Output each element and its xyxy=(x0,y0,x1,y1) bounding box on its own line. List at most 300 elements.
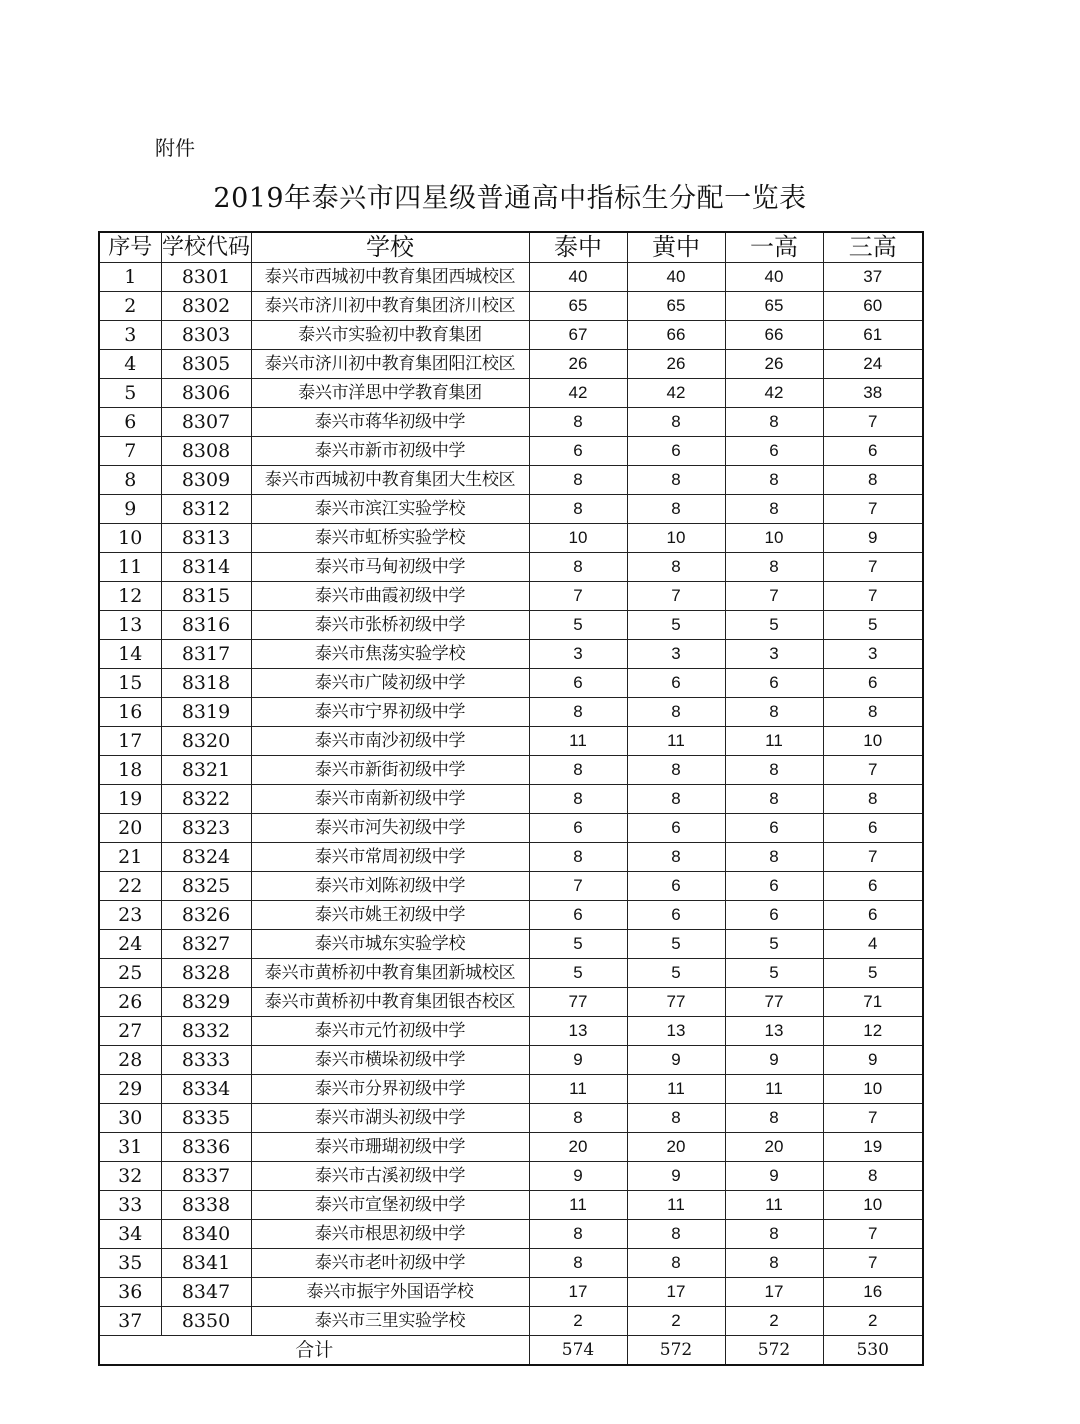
quota-huangzhong: 8 xyxy=(627,495,725,524)
quota-taizhong: 6 xyxy=(529,901,627,930)
quota-taizhong: 6 xyxy=(529,814,627,843)
quota-huangzhong: 10 xyxy=(627,524,725,553)
quota-sangao: 8 xyxy=(823,466,923,495)
quota-taizhong: 3 xyxy=(529,640,627,669)
school-code: 8320 xyxy=(161,727,251,756)
quota-huangzhong: 66 xyxy=(627,321,725,350)
quota-sangao: 6 xyxy=(823,437,923,466)
quota-huangzhong: 8 xyxy=(627,466,725,495)
quota-yigao: 6 xyxy=(725,437,823,466)
quota-yigao: 8 xyxy=(725,756,823,785)
quota-taizhong: 26 xyxy=(529,350,627,379)
table-row xyxy=(99,756,923,785)
table-row xyxy=(99,379,923,408)
table-row xyxy=(99,1075,923,1104)
table-row xyxy=(99,930,923,959)
quota-yigao: 8 xyxy=(725,553,823,582)
quota-taizhong: 11 xyxy=(529,1075,627,1104)
table-row xyxy=(99,524,923,553)
quota-huangzhong: 8 xyxy=(627,1249,725,1278)
row-index: 21 xyxy=(99,843,161,872)
quota-taizhong: 20 xyxy=(529,1133,627,1162)
row-index: 16 xyxy=(99,698,161,727)
quota-taizhong: 65 xyxy=(529,292,627,321)
quota-taizhong: 9 xyxy=(529,1162,627,1191)
quota-sangao: 7 xyxy=(823,495,923,524)
quota-taizhong: 8 xyxy=(529,495,627,524)
school-code: 8313 xyxy=(161,524,251,553)
school-name: 泰兴市分界初级中学 xyxy=(251,1075,529,1104)
quota-sangao: 3 xyxy=(823,640,923,669)
school-code: 8328 xyxy=(161,959,251,988)
school-code: 8315 xyxy=(161,582,251,611)
school-name: 泰兴市根思初级中学 xyxy=(251,1220,529,1249)
table-row xyxy=(99,437,923,466)
quota-huangzhong: 8 xyxy=(627,756,725,785)
quota-huangzhong: 20 xyxy=(627,1133,725,1162)
quota-yigao: 10 xyxy=(725,524,823,553)
table-row xyxy=(99,495,923,524)
table-row xyxy=(99,901,923,930)
school-name: 泰兴市宁界初级中学 xyxy=(251,698,529,727)
quota-sangao: 5 xyxy=(823,611,923,640)
quota-yigao: 6 xyxy=(725,814,823,843)
row-index: 9 xyxy=(99,495,161,524)
quota-yigao: 66 xyxy=(725,321,823,350)
row-index: 33 xyxy=(99,1191,161,1220)
quota-yigao: 65 xyxy=(725,292,823,321)
quota-huangzhong: 11 xyxy=(627,1075,725,1104)
table-row xyxy=(99,640,923,669)
row-index: 27 xyxy=(99,1017,161,1046)
quota-sangao: 7 xyxy=(823,1249,923,1278)
row-index: 26 xyxy=(99,988,161,1017)
table-row xyxy=(99,698,923,727)
quota-huangzhong: 8 xyxy=(627,843,725,872)
quota-huangzhong: 77 xyxy=(627,988,725,1017)
quota-taizhong: 67 xyxy=(529,321,627,350)
total-taizhong: 574 xyxy=(529,1336,627,1366)
quota-yigao: 7 xyxy=(725,582,823,611)
quota-taizhong: 8 xyxy=(529,1220,627,1249)
school-code: 8317 xyxy=(161,640,251,669)
quota-huangzhong: 8 xyxy=(627,408,725,437)
row-index: 25 xyxy=(99,959,161,988)
quota-taizhong: 5 xyxy=(529,611,627,640)
quota-taizhong: 7 xyxy=(529,872,627,901)
quota-sangao: 7 xyxy=(823,408,923,437)
quota-taizhong: 8 xyxy=(529,698,627,727)
row-index: 36 xyxy=(99,1278,161,1307)
school-code: 8332 xyxy=(161,1017,251,1046)
table-row xyxy=(99,872,923,901)
quota-taizhong: 5 xyxy=(529,930,627,959)
quota-huangzhong: 42 xyxy=(627,379,725,408)
table-row xyxy=(99,1307,923,1336)
row-index: 13 xyxy=(99,611,161,640)
school-name: 泰兴市老叶初级中学 xyxy=(251,1249,529,1278)
quota-taizhong: 8 xyxy=(529,466,627,495)
school-name: 泰兴市刘陈初级中学 xyxy=(251,872,529,901)
row-index: 20 xyxy=(99,814,161,843)
school-code: 8306 xyxy=(161,379,251,408)
table-row xyxy=(99,1191,923,1220)
quota-sangao: 24 xyxy=(823,350,923,379)
quota-taizhong: 10 xyxy=(529,524,627,553)
school-name: 泰兴市蒋华初级中学 xyxy=(251,408,529,437)
school-code: 8314 xyxy=(161,553,251,582)
row-index: 4 xyxy=(99,350,161,379)
school-code: 8337 xyxy=(161,1162,251,1191)
school-name: 泰兴市实验初中教育集团 xyxy=(251,321,529,350)
quota-sangao: 10 xyxy=(823,727,923,756)
quota-huangzhong: 11 xyxy=(627,727,725,756)
quota-huangzhong: 26 xyxy=(627,350,725,379)
quota-huangzhong: 65 xyxy=(627,292,725,321)
school-code: 8307 xyxy=(161,408,251,437)
school-code: 8340 xyxy=(161,1220,251,1249)
quota-sangao: 7 xyxy=(823,1104,923,1133)
page-title: 2019年泰兴市四星级普通高中指标生分配一览表 xyxy=(213,183,807,214)
quota-yigao: 77 xyxy=(725,988,823,1017)
quota-taizhong: 2 xyxy=(529,1307,627,1336)
table-row xyxy=(99,1278,923,1307)
quota-taizhong: 8 xyxy=(529,756,627,785)
table-row xyxy=(99,785,923,814)
quota-huangzhong: 5 xyxy=(627,959,725,988)
school-name: 泰兴市城东实验学校 xyxy=(251,930,529,959)
row-index: 35 xyxy=(99,1249,161,1278)
quota-sangao: 5 xyxy=(823,959,923,988)
school-name: 泰兴市济川初中教育集团济川校区 xyxy=(251,292,529,321)
quota-taizhong: 6 xyxy=(529,437,627,466)
quota-huangzhong: 8 xyxy=(627,698,725,727)
quota-yigao: 8 xyxy=(725,1249,823,1278)
row-index: 30 xyxy=(99,1104,161,1133)
school-code: 8326 xyxy=(161,901,251,930)
quota-yigao: 40 xyxy=(725,263,823,292)
quota-sangao: 9 xyxy=(823,1046,923,1075)
table-row xyxy=(99,321,923,350)
total-row xyxy=(99,1336,923,1366)
quota-taizhong: 11 xyxy=(529,727,627,756)
quota-yigao: 5 xyxy=(725,930,823,959)
row-index: 19 xyxy=(99,785,161,814)
quota-taizhong: 13 xyxy=(529,1017,627,1046)
quota-yigao: 8 xyxy=(725,408,823,437)
table-row xyxy=(99,814,923,843)
quota-sangao: 19 xyxy=(823,1133,923,1162)
table-row xyxy=(99,553,923,582)
quota-taizhong: 7 xyxy=(529,582,627,611)
row-index: 10 xyxy=(99,524,161,553)
row-index: 24 xyxy=(99,930,161,959)
header-huangzhong: 黄中 xyxy=(627,232,725,263)
quota-huangzhong: 8 xyxy=(627,1220,725,1249)
school-code: 8329 xyxy=(161,988,251,1017)
school-name: 泰兴市黄桥初中教育集团银杏校区 xyxy=(251,988,529,1017)
quota-yigao: 6 xyxy=(725,901,823,930)
row-index: 12 xyxy=(99,582,161,611)
school-code: 8308 xyxy=(161,437,251,466)
quota-yigao: 8 xyxy=(725,1104,823,1133)
quota-sangao: 6 xyxy=(823,901,923,930)
school-code: 8334 xyxy=(161,1075,251,1104)
school-name: 泰兴市新街初级中学 xyxy=(251,756,529,785)
school-code: 8350 xyxy=(161,1307,251,1336)
school-name: 泰兴市滨江实验学校 xyxy=(251,495,529,524)
quota-yigao: 17 xyxy=(725,1278,823,1307)
school-code: 8338 xyxy=(161,1191,251,1220)
quota-taizhong: 42 xyxy=(529,379,627,408)
table-row xyxy=(99,1017,923,1046)
quota-taizhong: 8 xyxy=(529,843,627,872)
table-row xyxy=(99,1046,923,1075)
school-name: 泰兴市焦荡实验学校 xyxy=(251,640,529,669)
quota-sangao: 7 xyxy=(823,756,923,785)
school-name: 泰兴市新市初级中学 xyxy=(251,437,529,466)
row-index: 8 xyxy=(99,466,161,495)
header-index: 序号 xyxy=(99,232,161,263)
row-index: 37 xyxy=(99,1307,161,1336)
table-row xyxy=(99,727,923,756)
row-index: 31 xyxy=(99,1133,161,1162)
school-code: 8301 xyxy=(161,263,251,292)
quota-yigao: 2 xyxy=(725,1307,823,1336)
table-row xyxy=(99,669,923,698)
row-index: 22 xyxy=(99,872,161,901)
school-code: 8312 xyxy=(161,495,251,524)
row-index: 11 xyxy=(99,553,161,582)
quota-yigao: 42 xyxy=(725,379,823,408)
quota-yigao: 5 xyxy=(725,611,823,640)
quota-yigao: 5 xyxy=(725,959,823,988)
row-index: 28 xyxy=(99,1046,161,1075)
table-row xyxy=(99,292,923,321)
quota-huangzhong: 6 xyxy=(627,872,725,901)
school-name: 泰兴市济川初中教育集团阳江校区 xyxy=(251,350,529,379)
table-row xyxy=(99,959,923,988)
quota-sangao: 8 xyxy=(823,698,923,727)
table-row xyxy=(99,408,923,437)
table-row xyxy=(99,1249,923,1278)
row-index: 2 xyxy=(99,292,161,321)
quota-taizhong: 8 xyxy=(529,785,627,814)
quota-yigao: 8 xyxy=(725,843,823,872)
school-name: 泰兴市张桥初级中学 xyxy=(251,611,529,640)
quota-taizhong: 77 xyxy=(529,988,627,1017)
quota-taizhong: 8 xyxy=(529,1249,627,1278)
school-name: 泰兴市黄桥初中教育集团新城校区 xyxy=(251,959,529,988)
quota-sangao: 71 xyxy=(823,988,923,1017)
table-row xyxy=(99,1220,923,1249)
row-index: 17 xyxy=(99,727,161,756)
quota-sangao: 6 xyxy=(823,814,923,843)
school-name: 泰兴市马甸初级中学 xyxy=(251,553,529,582)
total-label: 合计 xyxy=(99,1336,529,1366)
quota-taizhong: 8 xyxy=(529,1104,627,1133)
total-huangzhong: 572 xyxy=(627,1336,725,1366)
quota-huangzhong: 8 xyxy=(627,553,725,582)
row-index: 14 xyxy=(99,640,161,669)
school-name: 泰兴市西城初中教育集团西城校区 xyxy=(251,263,529,292)
quota-yigao: 8 xyxy=(725,1220,823,1249)
school-code: 8347 xyxy=(161,1278,251,1307)
quota-taizhong: 5 xyxy=(529,959,627,988)
table-row xyxy=(99,1104,923,1133)
quota-huangzhong: 9 xyxy=(627,1162,725,1191)
quota-sangao: 12 xyxy=(823,1017,923,1046)
school-name: 泰兴市曲霞初级中学 xyxy=(251,582,529,611)
school-code: 8325 xyxy=(161,872,251,901)
attachment-label: 附件 xyxy=(155,136,195,160)
school-name: 泰兴市洋思中学教育集团 xyxy=(251,379,529,408)
quota-sangao: 10 xyxy=(823,1075,923,1104)
quota-yigao: 11 xyxy=(725,727,823,756)
school-code: 8318 xyxy=(161,669,251,698)
row-index: 7 xyxy=(99,437,161,466)
table-row xyxy=(99,988,923,1017)
quota-sangao: 61 xyxy=(823,321,923,350)
header-row xyxy=(99,232,923,263)
school-code: 8341 xyxy=(161,1249,251,1278)
quota-taizhong: 8 xyxy=(529,553,627,582)
row-index: 6 xyxy=(99,408,161,437)
quota-yigao: 3 xyxy=(725,640,823,669)
quota-sangao: 37 xyxy=(823,263,923,292)
quota-sangao: 6 xyxy=(823,872,923,901)
school-name: 泰兴市虹桥实验学校 xyxy=(251,524,529,553)
quota-huangzhong: 9 xyxy=(627,1046,725,1075)
quota-yigao: 9 xyxy=(725,1162,823,1191)
quota-yigao: 8 xyxy=(725,495,823,524)
quota-yigao: 9 xyxy=(725,1046,823,1075)
quota-yigao: 6 xyxy=(725,872,823,901)
quota-sangao: 16 xyxy=(823,1278,923,1307)
total-yigao: 572 xyxy=(725,1336,823,1366)
school-name: 泰兴市珊瑚初级中学 xyxy=(251,1133,529,1162)
quota-huangzhong: 11 xyxy=(627,1191,725,1220)
school-name: 泰兴市横垛初级中学 xyxy=(251,1046,529,1075)
total-sangao: 530 xyxy=(823,1336,923,1366)
school-name: 泰兴市宣堡初级中学 xyxy=(251,1191,529,1220)
quota-yigao: 8 xyxy=(725,466,823,495)
quota-sangao: 7 xyxy=(823,582,923,611)
school-name: 泰兴市西城初中教育集团大生校区 xyxy=(251,466,529,495)
school-code: 8327 xyxy=(161,930,251,959)
quota-sangao: 6 xyxy=(823,669,923,698)
school-code: 8322 xyxy=(161,785,251,814)
header-sangao: 三高 xyxy=(823,232,923,263)
allocation-table xyxy=(98,231,924,1366)
school-code: 8303 xyxy=(161,321,251,350)
table-row xyxy=(99,466,923,495)
quota-taizhong: 40 xyxy=(529,263,627,292)
school-name: 泰兴市三里实验学校 xyxy=(251,1307,529,1336)
school-name: 泰兴市元竹初级中学 xyxy=(251,1017,529,1046)
quota-huangzhong: 8 xyxy=(627,785,725,814)
quota-huangzhong: 3 xyxy=(627,640,725,669)
quota-huangzhong: 6 xyxy=(627,669,725,698)
school-name: 泰兴市古溪初级中学 xyxy=(251,1162,529,1191)
school-name: 泰兴市姚王初级中学 xyxy=(251,901,529,930)
row-index: 34 xyxy=(99,1220,161,1249)
table-row xyxy=(99,611,923,640)
row-index: 18 xyxy=(99,756,161,785)
quota-huangzhong: 8 xyxy=(627,1104,725,1133)
quota-taizhong: 6 xyxy=(529,669,627,698)
quota-huangzhong: 6 xyxy=(627,814,725,843)
row-index: 23 xyxy=(99,901,161,930)
school-code: 8324 xyxy=(161,843,251,872)
quota-huangzhong: 40 xyxy=(627,263,725,292)
school-name: 泰兴市南新初级中学 xyxy=(251,785,529,814)
school-code: 8336 xyxy=(161,1133,251,1162)
table-row xyxy=(99,1162,923,1191)
quota-yigao: 8 xyxy=(725,785,823,814)
school-code: 8319 xyxy=(161,698,251,727)
quota-taizhong: 11 xyxy=(529,1191,627,1220)
school-name: 泰兴市湖头初级中学 xyxy=(251,1104,529,1133)
row-index: 5 xyxy=(99,379,161,408)
school-code: 8323 xyxy=(161,814,251,843)
header-school-code: 学校代码 xyxy=(161,232,251,263)
header-taizhong: 泰中 xyxy=(529,232,627,263)
header-yigao: 一高 xyxy=(725,232,823,263)
quota-yigao: 20 xyxy=(725,1133,823,1162)
quota-yigao: 11 xyxy=(725,1075,823,1104)
quota-sangao: 60 xyxy=(823,292,923,321)
quota-huangzhong: 7 xyxy=(627,582,725,611)
row-index: 15 xyxy=(99,669,161,698)
quota-yigao: 6 xyxy=(725,669,823,698)
quota-huangzhong: 13 xyxy=(627,1017,725,1046)
school-code: 8302 xyxy=(161,292,251,321)
row-index: 29 xyxy=(99,1075,161,1104)
school-name: 泰兴市广陵初级中学 xyxy=(251,669,529,698)
quota-sangao: 8 xyxy=(823,785,923,814)
school-code: 8316 xyxy=(161,611,251,640)
quota-sangao: 10 xyxy=(823,1191,923,1220)
quota-huangzhong: 6 xyxy=(627,437,725,466)
header-school: 学校 xyxy=(251,232,529,263)
quota-huangzhong: 2 xyxy=(627,1307,725,1336)
quota-yigao: 26 xyxy=(725,350,823,379)
row-index: 32 xyxy=(99,1162,161,1191)
school-code: 8305 xyxy=(161,350,251,379)
quota-yigao: 11 xyxy=(725,1191,823,1220)
quota-sangao: 7 xyxy=(823,843,923,872)
quota-huangzhong: 5 xyxy=(627,930,725,959)
school-code: 8333 xyxy=(161,1046,251,1075)
quota-taizhong: 8 xyxy=(529,408,627,437)
school-name: 泰兴市河失初级中学 xyxy=(251,814,529,843)
school-name: 泰兴市常周初级中学 xyxy=(251,843,529,872)
quota-sangao: 9 xyxy=(823,524,923,553)
school-code: 8335 xyxy=(161,1104,251,1133)
quota-huangzhong: 6 xyxy=(627,901,725,930)
quota-yigao: 13 xyxy=(725,1017,823,1046)
quota-sangao: 8 xyxy=(823,1162,923,1191)
row-index: 1 xyxy=(99,263,161,292)
quota-sangao: 7 xyxy=(823,1220,923,1249)
quota-huangzhong: 17 xyxy=(627,1278,725,1307)
quota-sangao: 38 xyxy=(823,379,923,408)
school-name: 泰兴市南沙初级中学 xyxy=(251,727,529,756)
school-code: 8321 xyxy=(161,756,251,785)
table-row xyxy=(99,263,923,292)
school-code: 8309 xyxy=(161,466,251,495)
